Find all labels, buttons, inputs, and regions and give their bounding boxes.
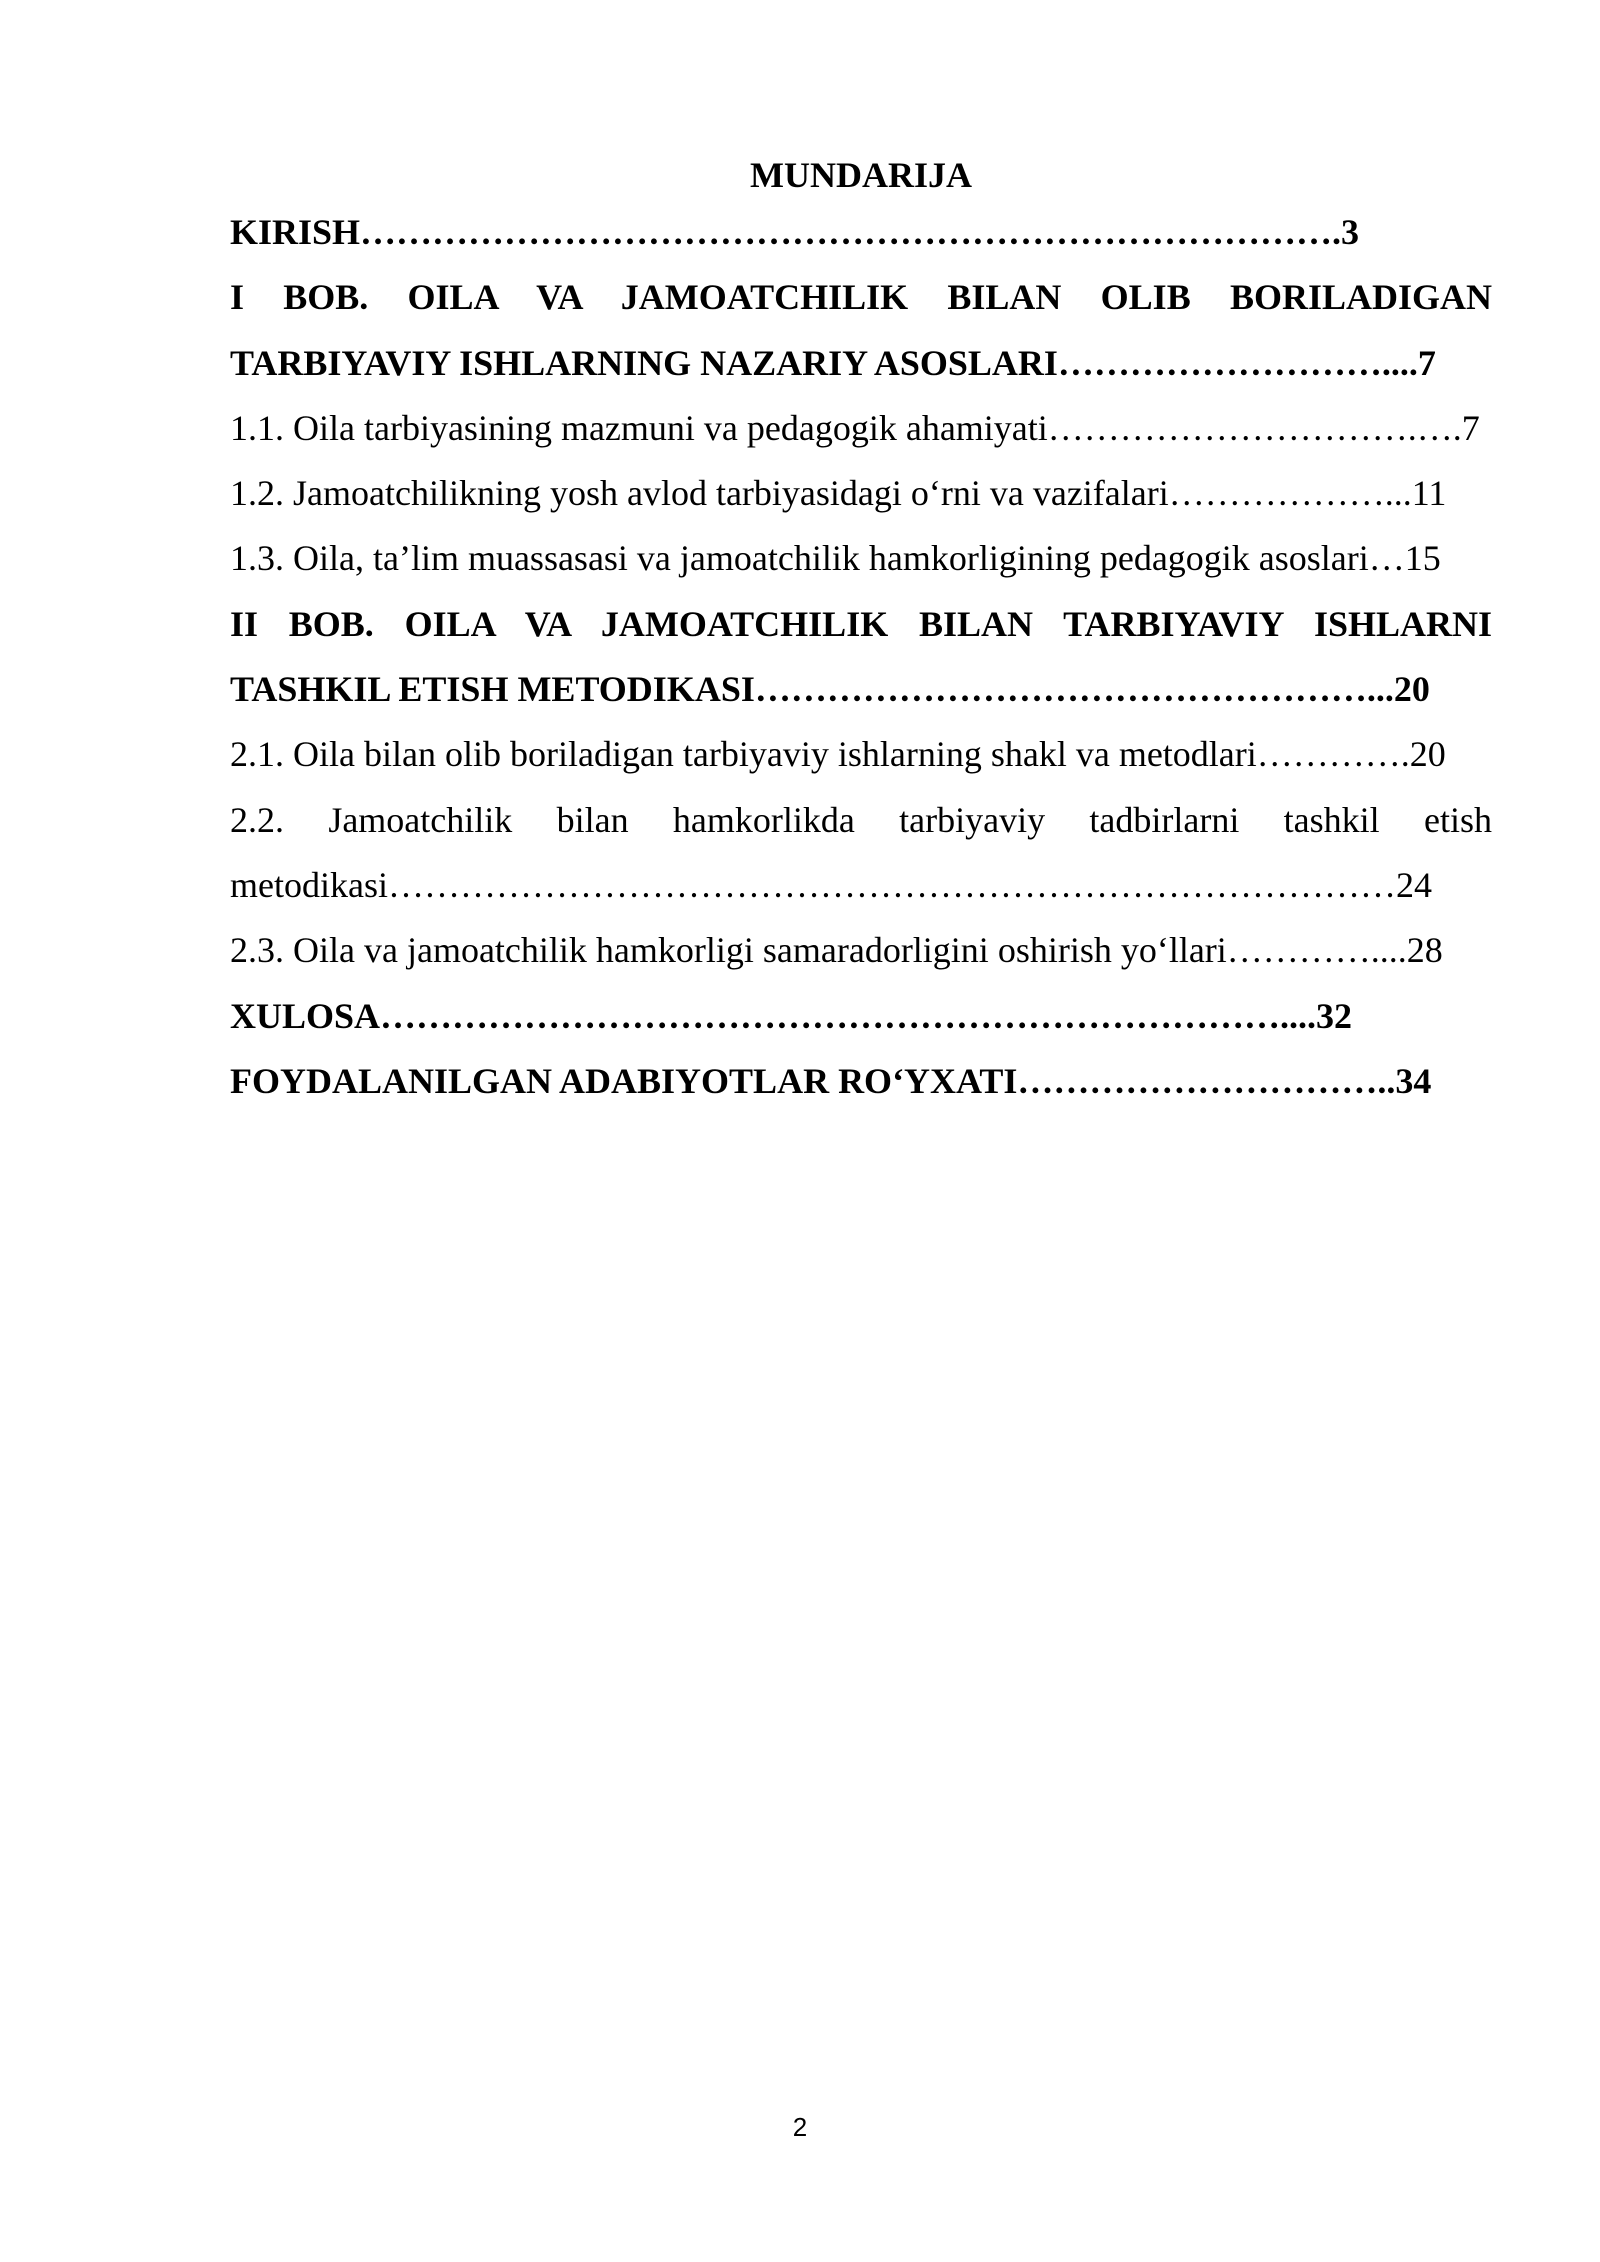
toc-entry-section-2-2: 2.2. Jamoatchilik bilan hamkorlikda tarbiyaviy tadbirlarni tashkil etish metodikasi…………………………………………………………………………24 bbox=[230, 799, 1492, 905]
toc-entry-introduction: KIRISH……………………………………………………………………….3 bbox=[230, 212, 1360, 252]
toc-entry-references: FOYDALANILGAN ADABIYOTLAR RO‘YXATI…………………………..34 bbox=[230, 1060, 1432, 1101]
toc-entry-section-2-3: 2.3. Oila va jamoatchilik hamkorligi samaradorligini oshirish yo‘llari…………....28 bbox=[230, 930, 1443, 971]
toc-entry-section-1-1: 1.1. Oila tarbiyasining mazmuni va pedagogik ahamiyati………………………….….7 bbox=[230, 407, 1480, 448]
toc-entry-section-1-2: 1.2. Jamoatchilikning yosh avlod tarbiyasidagi o‘rni va vazifalari………………...11 bbox=[230, 473, 1447, 514]
toc-title: MUNDARIJA bbox=[750, 155, 972, 195]
table-of-contents bbox=[230, 150, 1492, 1114]
toc-entry-chapter-1: I BOB. OILA VA JAMOATCHILIK BILAN OLIB BORILADIGAN TARBIYAVIY ISHLARNING NAZARIY ASOSLARI………………………....7 bbox=[230, 277, 1492, 383]
toc-entry-section-2-1: 2.1. Oila bilan olib boriladigan tarbiyaviy ishlarning shakl va metodlari………….20 bbox=[230, 734, 1446, 775]
toc-entry-conclusion: XULOSA…………………………………………………………………....32 bbox=[230, 995, 1353, 1036]
toc-entry-chapter-2: II BOB. OILA VA JAMOATCHILIK BILAN TARBIYAVIY ISHLARNI TASHKIL ETISH METODIKASI……………………………………………...20 bbox=[230, 603, 1492, 710]
toc-entry-section-1-3: 1.3. Oila, ta’lim muassasasi va jamoatchilik hamkorligining pedagogik asoslari…15 bbox=[230, 538, 1441, 579]
page-number: 2 bbox=[792, 2112, 808, 2142]
